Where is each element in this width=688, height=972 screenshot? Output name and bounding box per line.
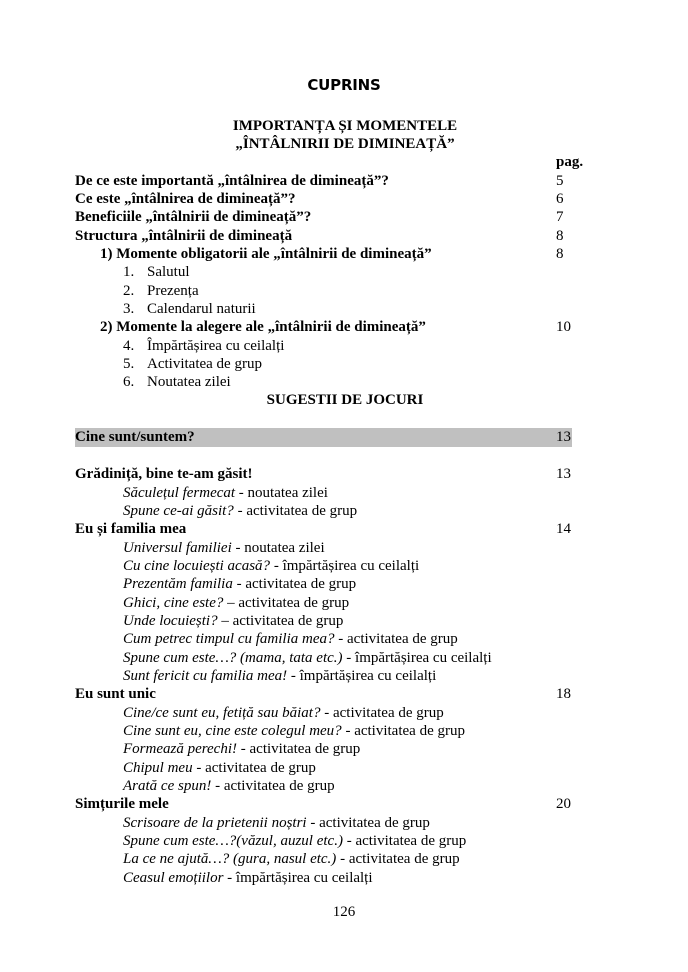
toc-entry[interactable] bbox=[75, 208, 572, 226]
game-type: împărtășirea cu ceilalți bbox=[355, 650, 492, 666]
game-type: activitatea de grup bbox=[205, 760, 316, 776]
toc-game[interactable] bbox=[123, 612, 343, 630]
toc-subsection-label: 1) Momente obligatorii ale „întâlnirii de dimineață” bbox=[100, 246, 432, 262]
toc-game[interactable] bbox=[123, 777, 335, 795]
game-separator: - bbox=[334, 631, 347, 647]
game-separator: - bbox=[237, 741, 250, 757]
toc-game[interactable] bbox=[123, 814, 430, 832]
game-title: Cine sunt eu, cine este colegul meu? bbox=[123, 723, 342, 739]
game-type: activitatea de grup bbox=[223, 778, 335, 794]
item-text: Prezența bbox=[147, 283, 199, 299]
item-text: Calendarul naturii bbox=[147, 301, 256, 317]
toc-game[interactable] bbox=[123, 740, 360, 758]
game-title: Prezentăm familia bbox=[123, 576, 233, 592]
toc-game[interactable] bbox=[123, 502, 357, 520]
toc-chapter-label: Eu și familia mea bbox=[75, 521, 187, 537]
game-separator: - bbox=[270, 558, 283, 574]
toc-chapter-page: 20 bbox=[556, 796, 571, 812]
game-type: activitatea de grup bbox=[347, 631, 458, 647]
game-separator: - bbox=[341, 723, 355, 739]
toc-chapter-page: 14 bbox=[556, 521, 571, 537]
game-separator: - bbox=[336, 851, 349, 867]
item-text: Împărtășirea cu ceilalți bbox=[147, 338, 285, 354]
game-title: Spune cum este…? (mama, tata etc.) bbox=[123, 650, 343, 666]
page-number: 126 bbox=[332, 904, 356, 920]
page-title: CUPRINS bbox=[307, 76, 381, 94]
item-text: Salutul bbox=[147, 264, 190, 280]
toc-subsection[interactable] bbox=[100, 318, 597, 336]
game-separator: - bbox=[235, 485, 248, 501]
toc-chapter[interactable] bbox=[75, 520, 572, 538]
toc-subsection-page: 8 bbox=[556, 246, 564, 262]
game-separator: - bbox=[231, 540, 245, 556]
toc-game[interactable] bbox=[123, 832, 466, 850]
toc-entry-label: De ce este importantă „întâlnirea de dimineață”? bbox=[75, 173, 389, 189]
toc-game[interactable] bbox=[123, 869, 373, 887]
game-separator: - bbox=[233, 503, 247, 519]
item-number: 2. bbox=[123, 283, 135, 299]
game-title: Universul familiei bbox=[123, 540, 232, 556]
toc-entry[interactable] bbox=[75, 172, 572, 190]
toc-chapter[interactable] bbox=[75, 465, 572, 483]
toc-chapter-label: Eu sunt unic bbox=[75, 686, 156, 702]
game-title: Spune ce-ai găsit? bbox=[123, 503, 234, 519]
game-type: noutatea zilei bbox=[247, 485, 328, 501]
toc-entry-page: 6 bbox=[556, 191, 564, 207]
toc-entry-label: Beneficiile „întâlnirii de dimineață”? bbox=[75, 209, 312, 225]
item-number: 3. bbox=[123, 301, 135, 317]
game-separator: - bbox=[192, 760, 206, 776]
game-type: activitatea de grup bbox=[332, 705, 444, 721]
game-title: Arată ce spun! bbox=[123, 778, 212, 794]
toc-game[interactable] bbox=[123, 557, 419, 575]
toc-entry-page: 8 bbox=[556, 228, 564, 244]
toc-game[interactable] bbox=[123, 594, 349, 612]
item-number: 6. bbox=[123, 374, 135, 390]
section2-heading: SUGESTII DE JOCURI bbox=[266, 392, 424, 408]
item-number: 4. bbox=[123, 338, 135, 354]
game-title: Săculețul fermecat bbox=[123, 485, 236, 501]
game-separator: - bbox=[306, 815, 320, 831]
toc-game[interactable] bbox=[123, 649, 492, 667]
toc-entry[interactable] bbox=[75, 227, 572, 245]
toc-chapter[interactable] bbox=[75, 685, 572, 703]
toc-entry-label: Structura „întâlnirii de dimineață bbox=[75, 228, 293, 244]
game-type: activitatea de grup bbox=[354, 723, 465, 739]
game-separator: - bbox=[211, 778, 224, 794]
game-type: activitatea de grup bbox=[355, 833, 467, 849]
game-separator: - bbox=[287, 668, 300, 684]
toc-entry-label: Cine sunt/suntem? bbox=[75, 429, 195, 445]
toc-chapter-label: Grădiniță, bine te-am găsit! bbox=[75, 466, 253, 482]
game-separator: – bbox=[223, 595, 239, 611]
toc-entry-label: Ce este „întâlnirea de dimineață”? bbox=[75, 191, 296, 207]
toc-game[interactable] bbox=[123, 704, 444, 722]
toc-entry-page: 13 bbox=[556, 429, 571, 445]
toc-game[interactable] bbox=[123, 539, 325, 557]
toc-game[interactable] bbox=[123, 667, 436, 685]
section-heading-line1: IMPORTANȚA ȘI MOMENTELE bbox=[232, 118, 458, 134]
game-title: Formează perechi! bbox=[123, 741, 237, 757]
toc-game[interactable] bbox=[123, 630, 458, 648]
toc-chapter[interactable] bbox=[75, 795, 572, 813]
toc-subsection-label: 2) Momente la alegere ale „întâlnirii de dimineață” bbox=[100, 319, 426, 335]
toc-chapter-page: 13 bbox=[556, 466, 571, 482]
toc-game[interactable] bbox=[123, 575, 356, 593]
item-number: 1. bbox=[123, 264, 135, 280]
toc-game[interactable] bbox=[123, 850, 460, 868]
toc-entry-page: 7 bbox=[556, 209, 564, 225]
game-type: activitatea de grup bbox=[232, 613, 344, 629]
item-text: Activitatea de grup bbox=[147, 356, 262, 372]
game-type: activitatea de grup bbox=[348, 851, 460, 867]
toc-chapter-label: Simțurile mele bbox=[75, 796, 169, 812]
game-type: noutatea zilei bbox=[244, 540, 325, 556]
game-separator: - bbox=[223, 870, 236, 886]
game-type: împărtășirea cu ceilalți bbox=[299, 668, 437, 684]
game-title: Cum petrec timpul cu familia mea? bbox=[123, 631, 335, 647]
game-separator: – bbox=[217, 613, 233, 629]
game-separator: - bbox=[232, 576, 246, 592]
game-title: Scrisoare de la prietenii noștri bbox=[123, 815, 307, 831]
game-title: Sunt fericit cu familia mea! bbox=[123, 668, 288, 684]
game-title: Spune cum este…?(văzul, auzul etc.) bbox=[123, 833, 343, 849]
game-type: activitatea de grup bbox=[246, 503, 358, 519]
toc-game[interactable] bbox=[123, 484, 328, 502]
game-title: Ghici, cine este? bbox=[123, 595, 224, 611]
game-separator: - bbox=[320, 705, 333, 721]
game-separator: - bbox=[342, 650, 356, 666]
game-type: împărtășirea cu ceilalți bbox=[235, 870, 373, 886]
toc-entry-page: 5 bbox=[556, 173, 564, 189]
item-text: Noutatea zilei bbox=[147, 374, 231, 390]
game-title: Unde locuiești? bbox=[123, 613, 218, 629]
game-title: Cine/ce sunt eu, fetiță sau băiat? bbox=[123, 705, 321, 721]
game-title: Ceasul emoțiilor bbox=[123, 870, 224, 886]
game-type: activitatea de grup bbox=[245, 576, 357, 592]
game-type: activitatea de grup bbox=[249, 741, 361, 757]
game-type: activitatea de grup bbox=[319, 815, 430, 831]
game-title: Chipul meu bbox=[123, 760, 193, 776]
page-column-label: pag. bbox=[556, 154, 584, 170]
toc-entry-highlighted[interactable] bbox=[75, 428, 572, 447]
game-type: împărtășirea cu ceilalți bbox=[282, 558, 420, 574]
game-title: La ce ne ajută…? (gura, nasul etc.) bbox=[123, 851, 337, 867]
toc-subsection[interactable] bbox=[100, 245, 597, 263]
game-type: activitatea de grup bbox=[238, 595, 350, 611]
game-title: Cu cine locuiești acasă? bbox=[123, 558, 271, 574]
toc-game[interactable] bbox=[123, 759, 316, 777]
toc-chapter-page: 18 bbox=[556, 686, 571, 702]
toc-subsection-page: 10 bbox=[556, 319, 571, 335]
item-number: 5. bbox=[123, 356, 135, 372]
section-heading-line2: „ÎNTÂLNIRII DE DIMINEAȚĂ” bbox=[235, 136, 455, 152]
toc-game[interactable] bbox=[123, 722, 465, 740]
game-separator: - bbox=[342, 833, 356, 849]
toc-entry[interactable] bbox=[75, 190, 572, 208]
